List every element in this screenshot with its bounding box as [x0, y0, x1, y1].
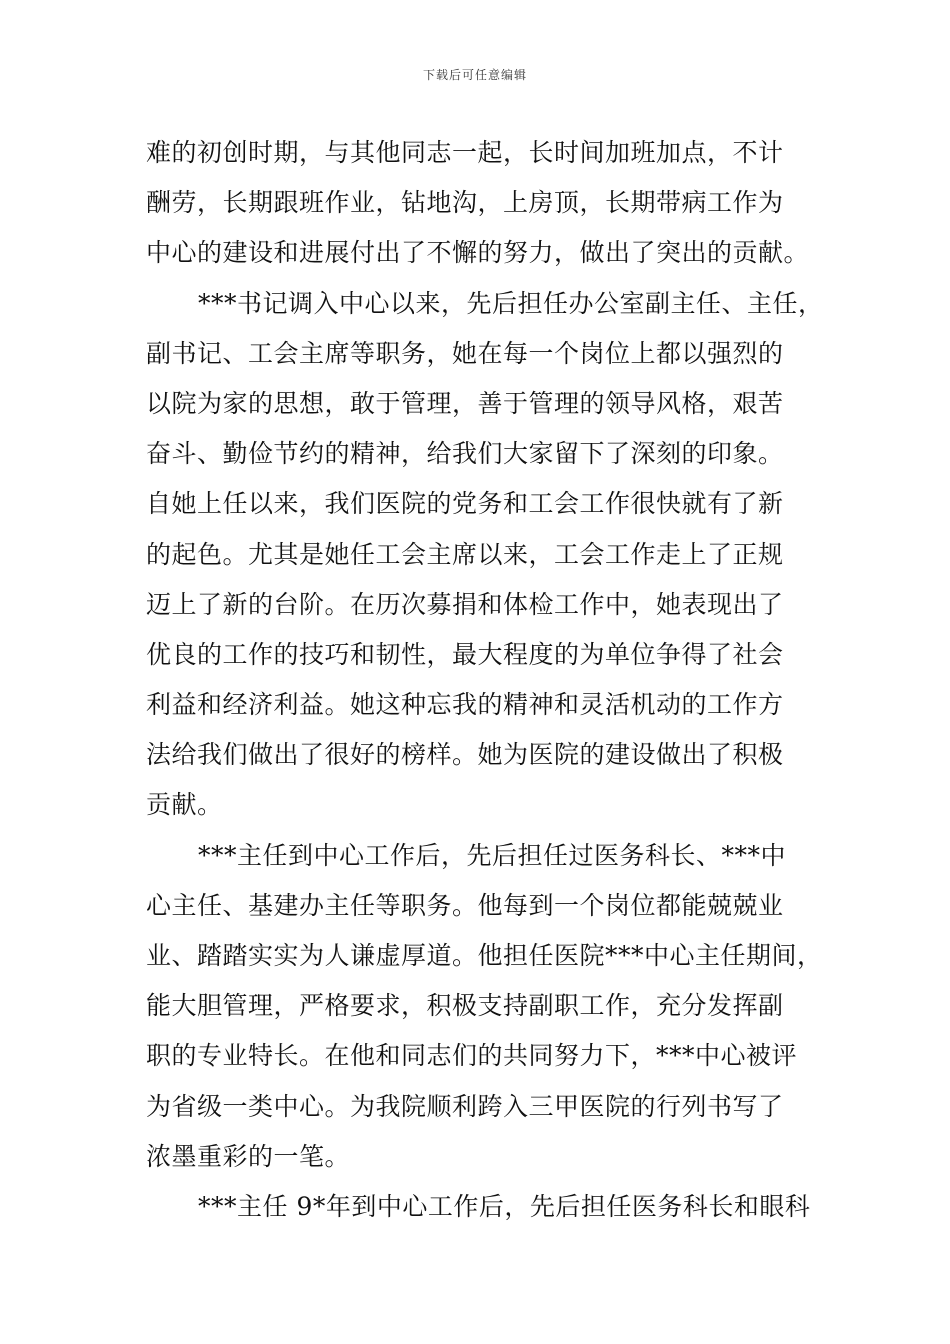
text-line: 职的专业特长。在他和同志们的共同努力下，***中心被评 [146, 1041, 798, 1071]
text-line: 的起色。尤其是她任工会主席以来，工会工作走上了正规 [146, 539, 784, 569]
text-line: 为省级一类中心。为我院顺利跨入三甲医院的行列书写了 [146, 1091, 784, 1121]
paragraph-first-line: ***书记调入中心以来，先后担任办公室副主任、主任， [198, 288, 824, 318]
text-line: 优良的工作的技巧和韧性，最大程度的为单位争得了社会 [146, 639, 784, 669]
text-line: 利益和经济利益。她这种忘我的精神和灵活机动的工作方 [146, 690, 784, 720]
text-line: 难的初创时期，与其他同志一起，长时间加班加点，不计 [146, 138, 784, 167]
text-line: 贡献。 [146, 790, 223, 820]
text-line: 酬劳，长期跟班作业，钻地沟，上房顶，长期带病工作为 [146, 188, 784, 218]
text-line: 业、踏踏实实为人谦虚厚道。他担任医院***中心主任期间， [146, 941, 823, 970]
text-line: 副书记、工会主席等职务，她在每一个岗位上都以强烈的 [146, 338, 784, 368]
text-line: 法给我们做出了很好的榜样。她为医院的建设做出了积极 [146, 740, 784, 770]
text-line: 以院为家的思想，敢于管理，善于管理的领导风格，艰苦 [146, 388, 784, 418]
text-line: 浓墨重彩的一笔。 [146, 1141, 351, 1171]
paragraph-first-line: ***主任 9*年到中心工作后，先后担任医务科长和眼科 [198, 1191, 811, 1221]
paragraph-first-line: ***主任到中心工作后，先后担任过医务科长、***中 [198, 840, 787, 870]
text-line: 能大胆管理，严格要求，积极支持副职工作，充分发挥副 [146, 991, 784, 1021]
page-header: 下载后可任意编辑 [422, 68, 527, 82]
text-line: 中心的建设和进展付出了不懈的努力，做出了突出的贡献。 [146, 238, 810, 268]
text-line: 自她上任以来，我们医院的党务和工会工作很快就有了新 [146, 489, 784, 519]
body-text [146, 128, 826, 1232]
text-line: 奋斗、勤俭节约的精神，给我们大家留下了深刻的印象。 [146, 439, 784, 469]
text-line: 心主任、基建办主任等职务。他每到一个岗位都能兢兢业 [146, 890, 784, 920]
text-line: 迈上了新的台阶。在历次募捐和体检工作中，她表现出了 [146, 589, 784, 619]
